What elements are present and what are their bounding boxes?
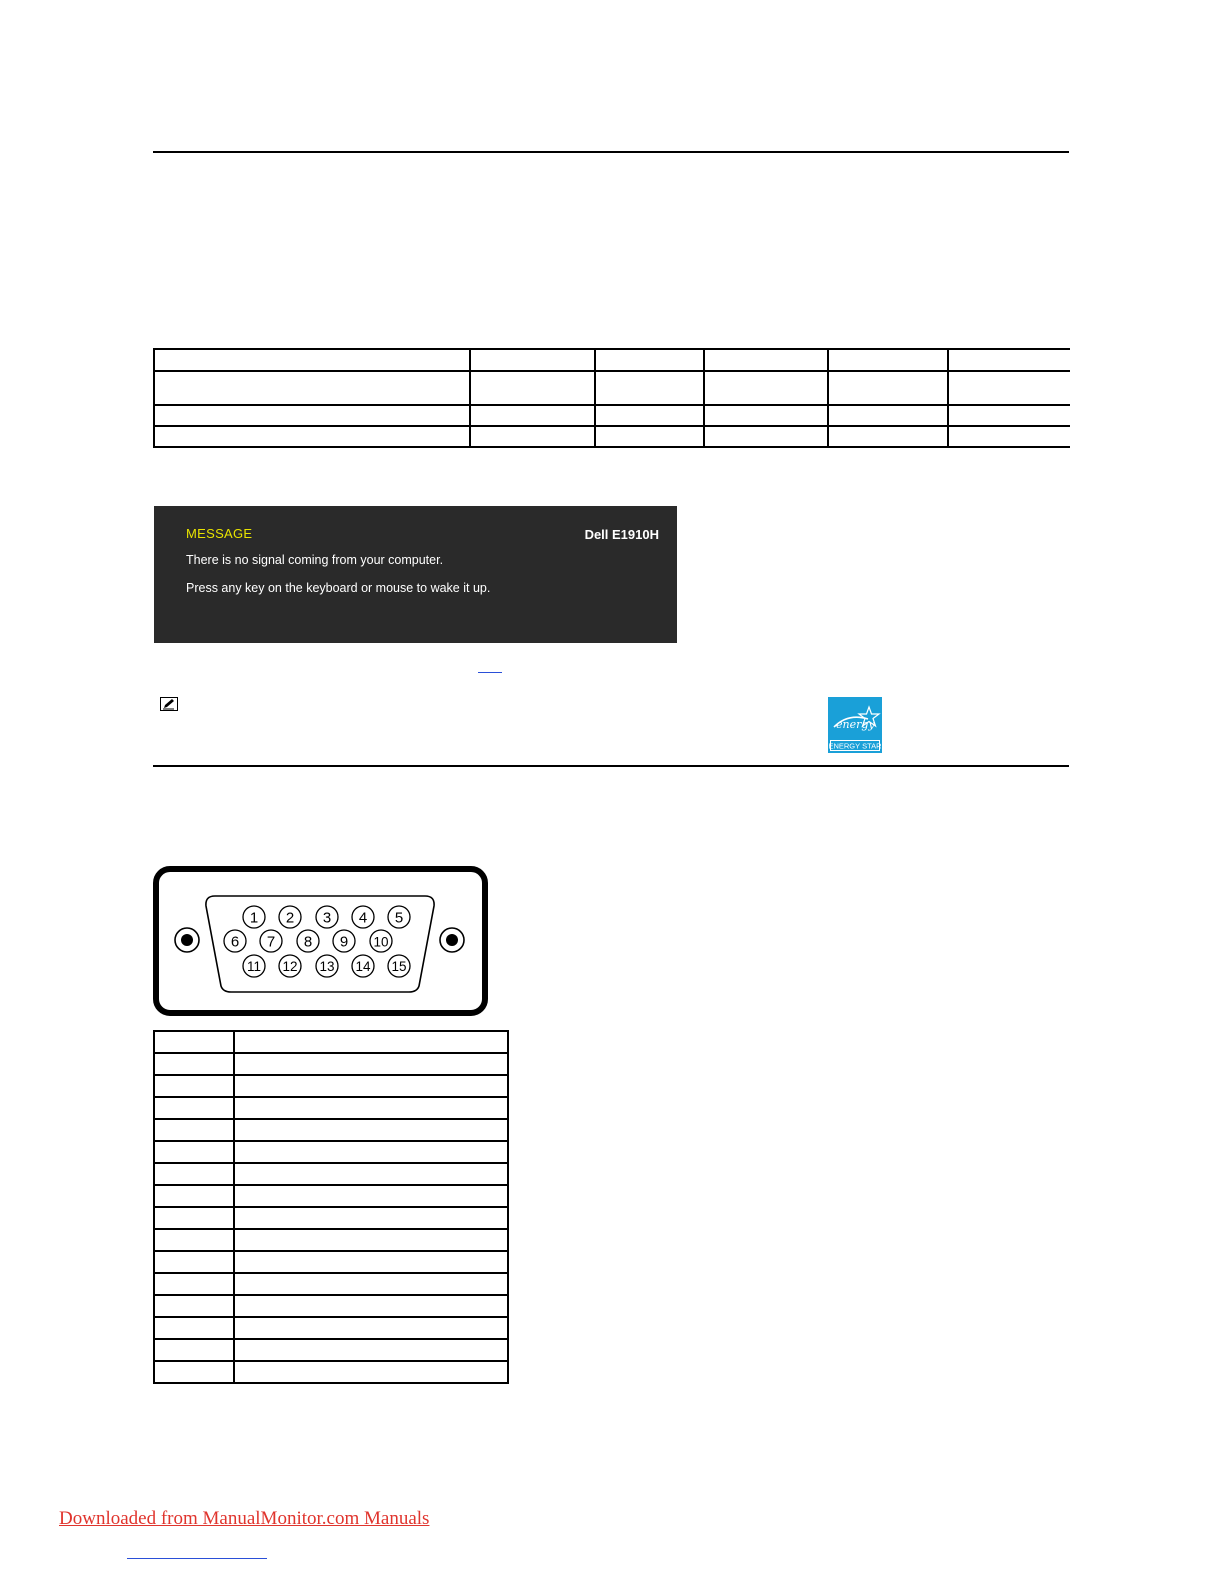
link-underline[interactable]: [478, 671, 502, 673]
osd-model-name: Dell E1910H: [584, 527, 659, 542]
table-row: [154, 1339, 508, 1361]
pin-label-3: 3: [322, 909, 332, 927]
pin-label-9: 9: [339, 933, 349, 951]
pin-label-10: 10: [373, 934, 389, 950]
table-row: [154, 1097, 508, 1119]
pin-label-2: 2: [285, 909, 295, 927]
vga-connector-diagram: [153, 866, 488, 1016]
pin-label-12: 12: [282, 959, 298, 974]
osd-line-2: Press any key on the keyboard or mouse to wake it up.: [186, 581, 491, 595]
table-row: [154, 1361, 508, 1383]
table-row: [154, 1185, 508, 1207]
footer-link-underline[interactable]: [127, 1558, 267, 1559]
pin-label-13: 13: [319, 959, 335, 974]
osd-title: MESSAGE: [186, 526, 253, 541]
table-row: [154, 349, 1070, 371]
table-row: [154, 1229, 508, 1251]
pin-label-7: 7: [266, 933, 276, 951]
table-row: [154, 1295, 508, 1317]
table-row: [154, 1075, 508, 1097]
pin-label-8: 8: [303, 933, 313, 951]
power-management-table: [153, 348, 1070, 448]
osd-message-box: [154, 506, 677, 643]
table-row: [154, 1273, 508, 1295]
osd-line-1: There is no signal coming from your computer.: [186, 553, 444, 567]
table-row: [154, 1317, 508, 1339]
table-row: [154, 1031, 508, 1053]
energy-star-label: ENERGY STAR: [828, 741, 882, 751]
top-divider: [153, 151, 1069, 153]
table-row: [154, 1141, 508, 1163]
svg-text:energy: energy: [836, 718, 875, 731]
pin-label-15: 15: [391, 959, 407, 974]
note-pencil-icon: [160, 697, 178, 711]
table-row: [154, 405, 1070, 426]
pin-label-14: 14: [355, 959, 371, 974]
table-row: [154, 1207, 508, 1229]
pin-assignment-table: [153, 1030, 509, 1384]
pin-label-4: 4: [358, 909, 368, 927]
table-row: [154, 1163, 508, 1185]
pin-label-6: 6: [230, 933, 240, 951]
table-row: [154, 426, 1070, 447]
footer-download-link[interactable]: Downloaded from ManualMonitor.com Manuals: [59, 1508, 430, 1529]
pin-label-11: 11: [246, 959, 262, 974]
table-row: [154, 371, 1070, 405]
section-divider: [153, 765, 1069, 767]
pin-label-5: 5: [394, 909, 404, 927]
energy-star-logo: [828, 697, 882, 753]
table-row: [154, 1119, 508, 1141]
table-row: [154, 1053, 508, 1075]
table-row: [154, 1251, 508, 1273]
pin-label-1: 1: [249, 909, 259, 927]
